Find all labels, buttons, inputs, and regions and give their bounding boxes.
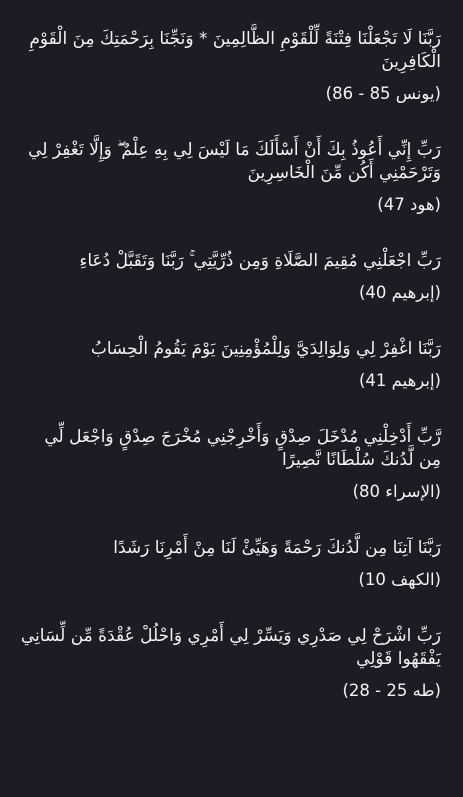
verse-text: رَّبِّ أَدْخِلْنِي مُدْخَلَ صِدْقٍ وَأَخْرِجْنِي مُخْرَجَ صِدْقٍ وَاجْعَل لِّي مِن لَّدُنكَ سُلْطَانًا نَّصِيرًا [44,427,441,470]
dua-entry [18,625,441,703]
verse-reference: (الكهف 10) [358,570,441,589]
verse-text: رَبِّ اجْعَلْنِي مُقِيمَ الصَّلَاةِ وَمِن ذُرِّيَّتِي ۚ رَبَّنَا وَتَقَبَّلْ دُعَاءِ [79,251,441,271]
verse-text: رَبَّنَا اغْفِرْ لِي وَلِوَالِدَيَّ وَلِلْمُؤْمِنِينَ يَوْمَ يَقُومُ الْحِسَابُ [90,339,441,359]
dua-entry [18,426,441,504]
verse-reference: (إبرهيم 40) [358,283,441,302]
verse-reference: (يونس 85 - 86) [325,84,441,103]
verse-text: رَبِّ إِنِّي أَعُوذُ بِكَ أَنْ أَسْأَلَكَ مَا لَيْسَ لِي بِهِ عِلْمٌ ۖ وَإِلَّا تَغْفِرْ لِي وَتَرْحَمْنِي أَكُن مِّنَ الْخَاسِرِينَ [28,140,441,183]
dua-entry [18,250,441,305]
verse-reference: (هود 47) [377,195,441,214]
verse-text: رَبَّنَا آتِنَا مِن لَّدُنكَ رَحْمَةً وَهَيِّئْ لَنَا مِنْ أَمْرِنَا رَشَدًا [113,538,441,558]
dua-entry [18,139,441,217]
dua-entry [18,338,441,393]
verse-reference: (طه 25 - 28) [342,681,441,700]
verse-reference: (الإسراء 80) [352,482,441,501]
dua-entry [18,537,441,592]
verse-text: رَبَّنَا لَا تَجْعَلْنَا فِتْنَةً لِّلْقَوْمِ الظَّالِمِينَ * وَنَجِّنَا بِرَحْمَتِكَ مِنَ الْقَوْمِ الْكَافِرِينَ [29,29,441,72]
dua-entry [18,28,441,106]
verse-text: رَبِّ اشْرَحْ لِي صَدْرِي وَيَسِّرْ لِي أَمْرِي وَاحْلُلْ عُقْدَةً مِّن لِّسَانِي يَفْقَهُوا قَوْلِي [20,626,441,669]
verse-reference: (إبرهيم 41) [358,371,441,390]
